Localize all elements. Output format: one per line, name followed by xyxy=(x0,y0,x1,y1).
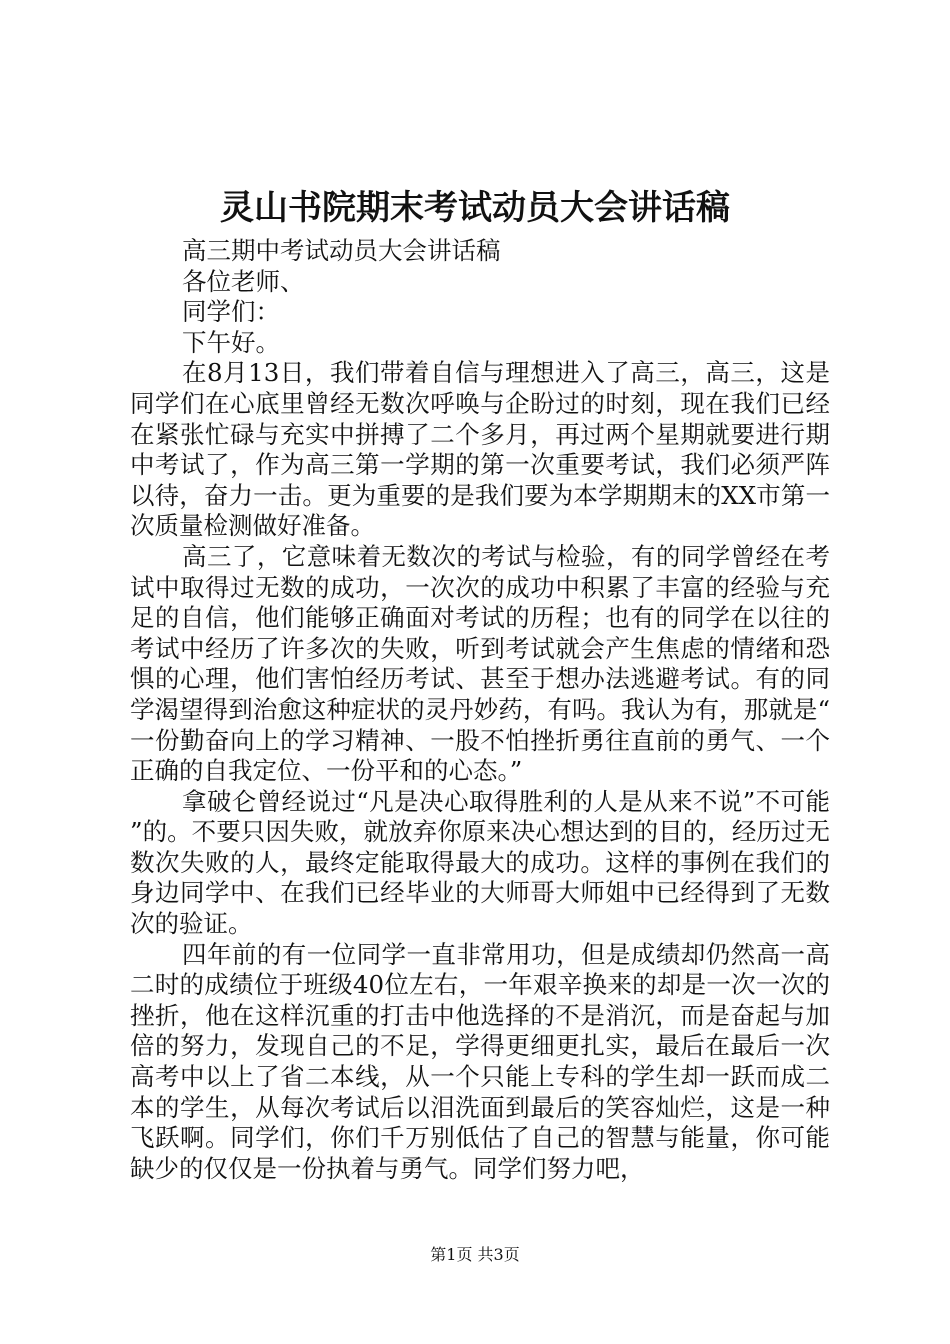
document-title: 灵山书院期末考试动员大会讲话稿 xyxy=(220,188,730,228)
paragraph: 拿破仑曾经说过“凡是决心取得胜利的人是从来不说”不可能”的。不要只因失败，就放弃你原来决心想达到的目的，经历过无数次失败的人，最终定能取得最大的成功。这样的事例在我们的身边同学中、在我们已经毕业的大师哥大师姐中已经得到了无数次的验证。 xyxy=(130,786,830,939)
document-body xyxy=(130,236,830,1184)
subtitle-line: 高三期中考试动员大会讲话稿 xyxy=(182,236,501,265)
page-number-footer: 第1页 共3页 xyxy=(430,1245,520,1264)
paragraph: 在8月13日，我们带着自信与理想进入了高三，高三，这是同学们在心底里曾经无数次呼唤与企盼过的时刻，现在我们已经在紧张忙碌与充实中拼搏了二个多月，再过两个星期就要进行期中考试了，作为高三第一学期的第一次重要考试，我们必须严阵以待，奋力一击。更为重要的是我们要为本学期期末的XX市第一次质量检测做好准备。 xyxy=(130,358,830,541)
salutation-line: 同学们： xyxy=(182,297,280,327)
paragraph: 高三了，它意味着无数次的考试与检验，有的同学曾经在考试中取得过无数的成功，一次次的成功中积累了丰富的经验与充足的自信，他们能够正确面对考试的历程；也有的同学在以往的考试中经历了许多次的失败，听到考试就会产生焦虑的情绪和恐惧的心理，他们害怕经历考试、甚至于想办法逃避考试。有的同学渴望得到治愈这种症状的灵丹妙药，有吗。我认为有，那就是“一份勤奋向上的学习精神、一股不怕挫折勇往直前的勇气、一个正确的自我定位、一份平和的心态。” xyxy=(130,541,830,786)
salutation-line: 各位老师、 xyxy=(182,266,305,296)
paragraph: 四年前的有一位同学一直非常用功，但是成绩却仍然高一高二时的成绩位于班级40位左右，一年艰辛换来的却是一次一次的挫折，他在这样沉重的打击中他选择的不是消沉，而是奋起与加倍的努力，发现自己的不足，学得更细更扎实，最后在最后一次高考中以上了省二本线，从一个只能上专科的学生却一跃而成二本的学生，从每次考试后以泪洗面到最后的笑容灿烂，这是一种飞跃啊。同学们，你们千万别低估了自己的智慧与能量，你可能缺少的仅仅是一份执着与勇气。同学们努力吧， xyxy=(130,939,830,1183)
greeting-line: 下午好。 xyxy=(182,327,280,357)
